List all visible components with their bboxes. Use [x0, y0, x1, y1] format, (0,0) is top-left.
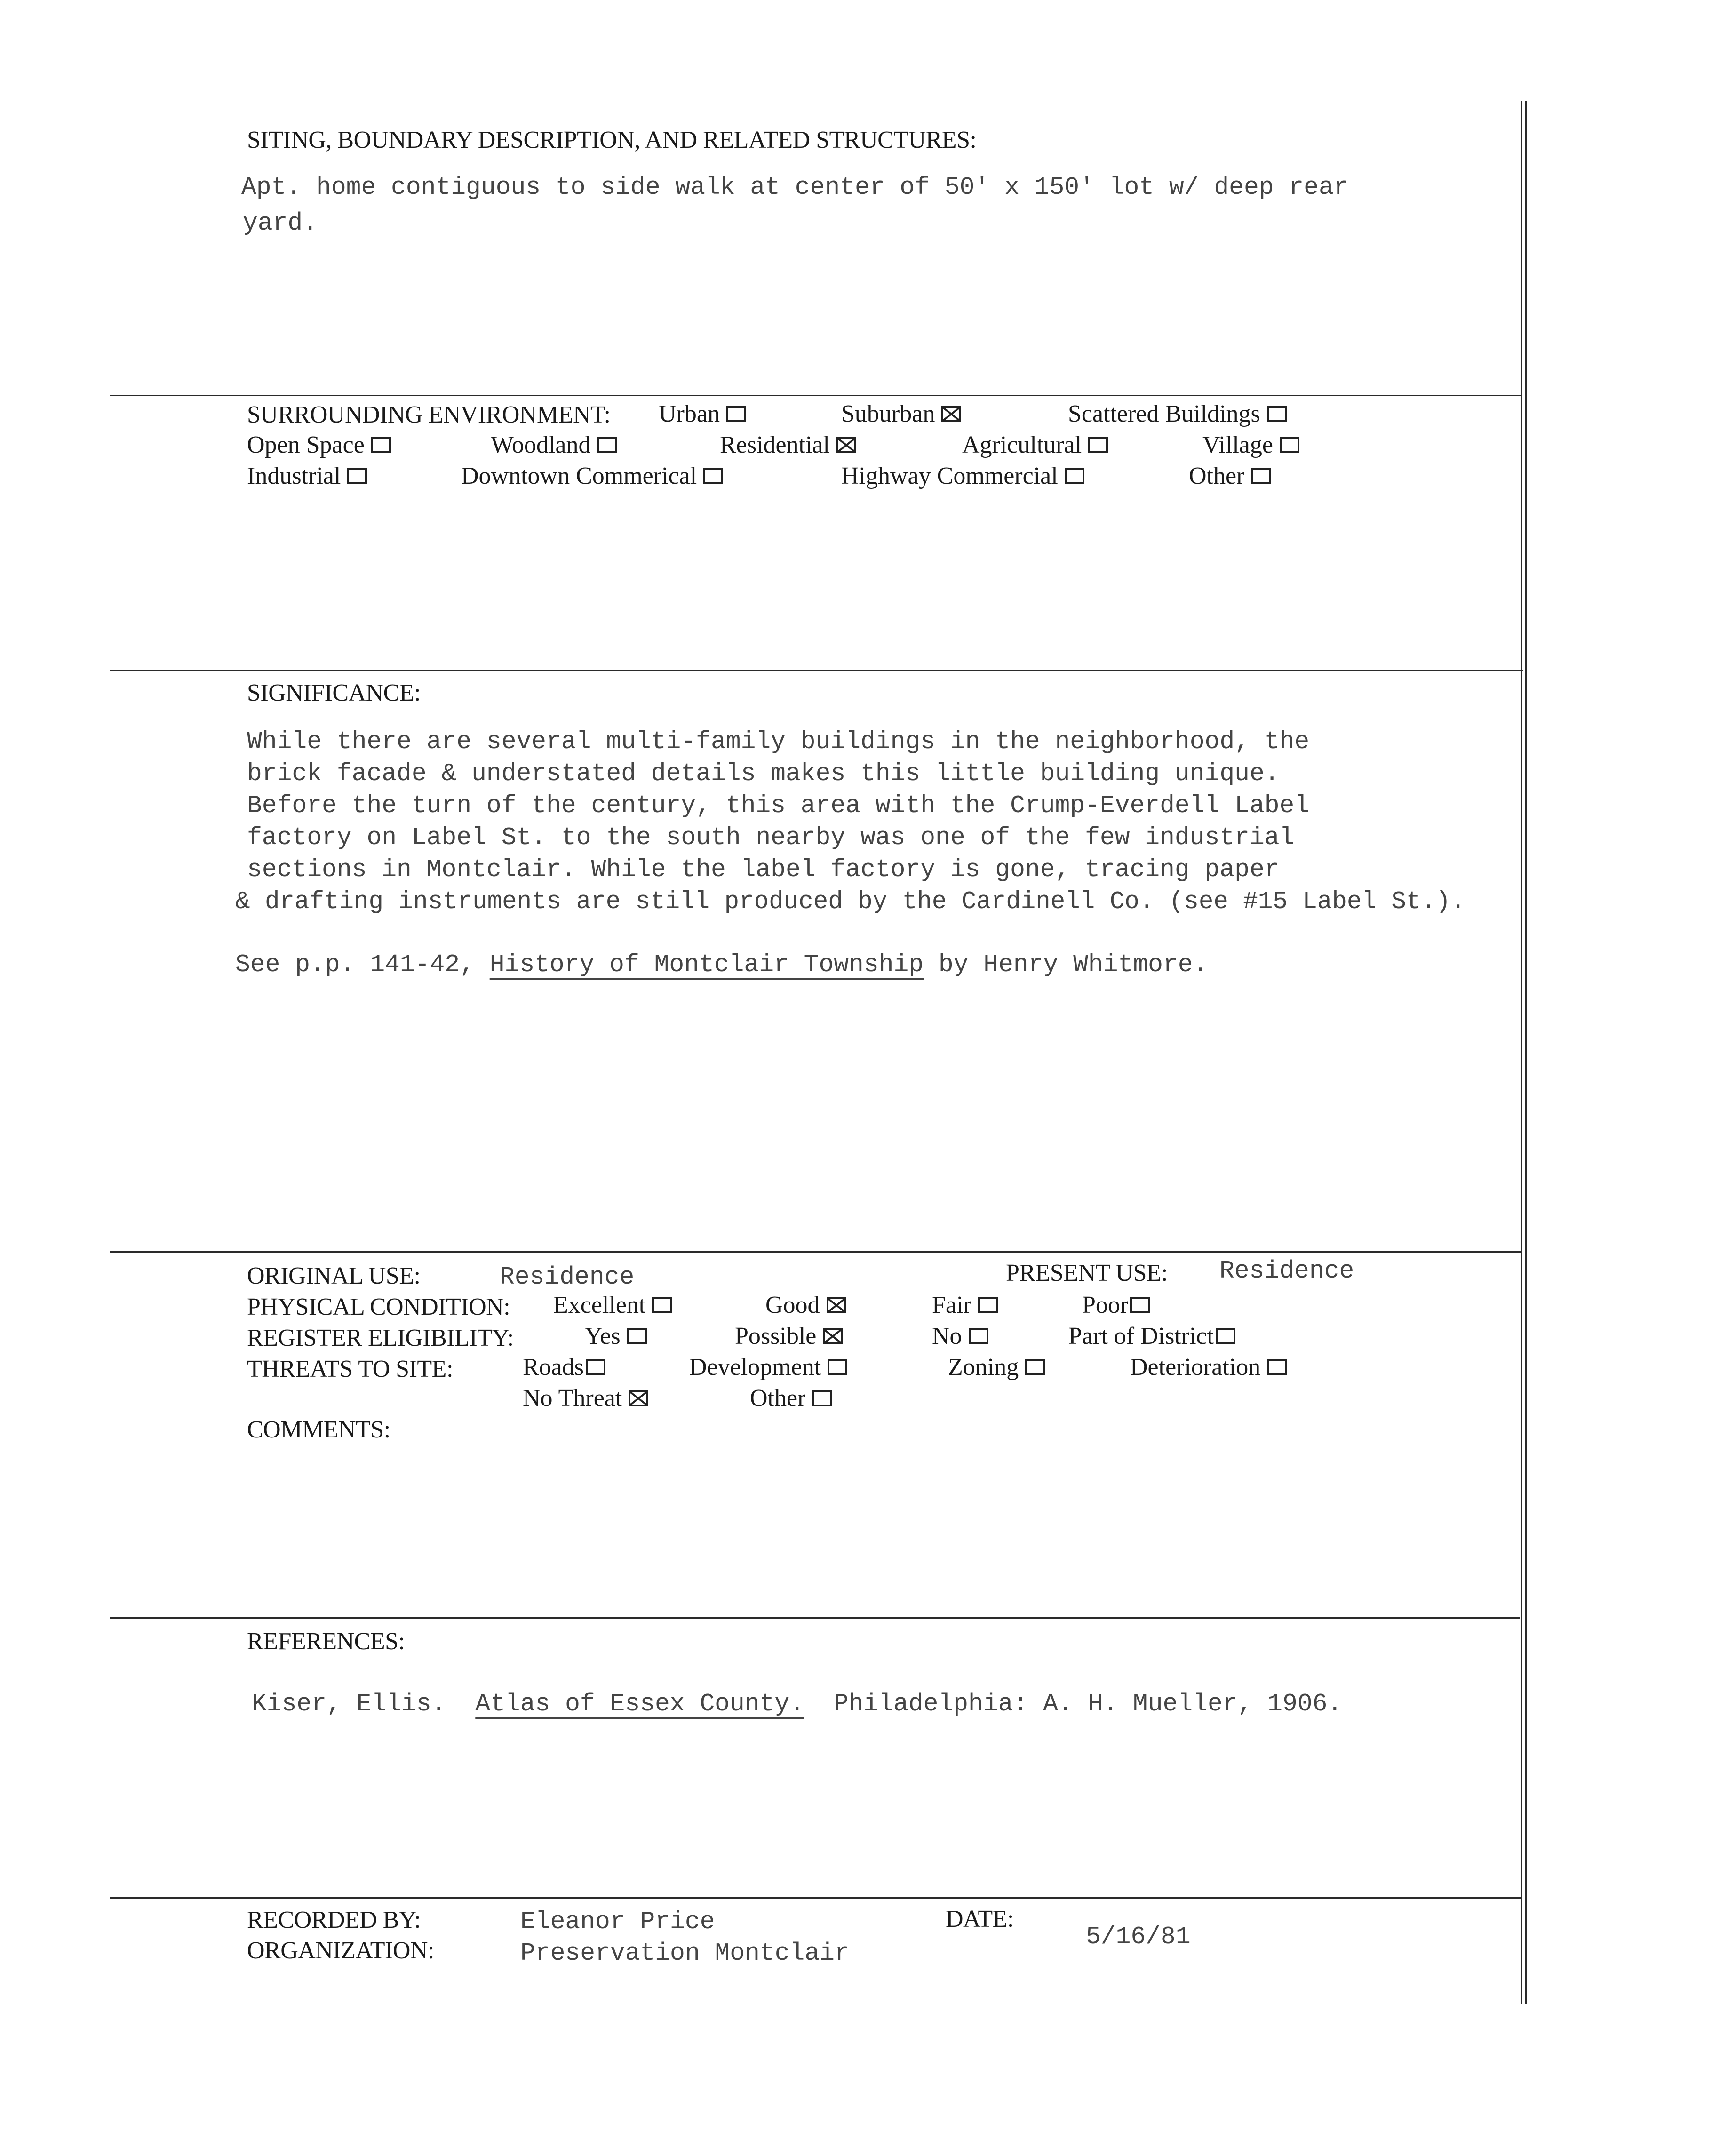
threat-option-deterioration[interactable] [1130, 1355, 1287, 1380]
significance-line: sections in Montclair. While the label factory is gone, tracing paper [247, 855, 1280, 884]
checkbox-checked[interactable] [823, 1328, 843, 1344]
threat-option-roads[interactable] [523, 1355, 605, 1380]
condition-option-poor[interactable] [1082, 1293, 1150, 1318]
checkbox-checked[interactable] [827, 1297, 846, 1313]
checkbox-checked[interactable] [941, 406, 961, 422]
siting-heading: SITING, BOUNDARY DESCRIPTION, AND RELATED STRUCTURES: [247, 127, 977, 153]
checkbox[interactable] [371, 437, 391, 453]
significance-line: factory on Label St. to the south nearby was one of the few industrial [247, 823, 1295, 852]
section-divider [110, 1251, 1521, 1253]
section-divider [110, 395, 1521, 396]
condition-option-fair[interactable] [932, 1293, 998, 1318]
significance-line: While there are several multi-family buildings in the neighborhood, the [247, 727, 1310, 756]
condition-option-excellent[interactable] [553, 1293, 672, 1318]
siting-line-2: yard. [243, 209, 318, 237]
checkbox[interactable] [1280, 437, 1299, 453]
section-divider [110, 1617, 1520, 1619]
option-label: Woodland [491, 431, 591, 458]
see-also-title: History of Montclair Township [489, 950, 924, 979]
references-heading: REFERENCES: [247, 1628, 405, 1655]
eligibility-option-yes[interactable] [585, 1324, 647, 1349]
option-label: Other [750, 1385, 806, 1412]
checkbox[interactable] [652, 1297, 672, 1313]
see-also-prefix: See p.p. 141-42, [235, 950, 475, 979]
present-use-label: PRESENT USE: [1006, 1260, 1168, 1286]
significance-line: brick facade & understated details makes this little building unique. [247, 759, 1280, 788]
option-label: Part of District [1068, 1323, 1214, 1349]
siting-line-1: Apt. home contiguous to side walk at center of 50' x 150' lot w/ deep rear [241, 173, 1349, 201]
threat-option-other[interactable] [750, 1386, 832, 1411]
comments-label: COMMENTS: [247, 1416, 390, 1443]
environment-heading: SURROUNDING ENVIRONMENT: [247, 401, 611, 428]
option-label: Urban [659, 400, 720, 427]
organization-value: Preservation Montclair [520, 1939, 850, 1967]
env-option-urban[interactable] [659, 402, 746, 426]
right-border-rule-inner [1525, 101, 1527, 2004]
reference-entry [252, 1692, 1342, 1717]
threat-option-zoning[interactable] [948, 1355, 1045, 1380]
see-also-suffix: by Henry Whitmore. [938, 950, 1208, 979]
env-option-highway-commercial[interactable] [841, 464, 1084, 488]
option-label: Development [689, 1354, 821, 1381]
option-label: No [932, 1323, 962, 1349]
checkbox[interactable] [1251, 468, 1271, 484]
checkbox[interactable] [703, 468, 723, 484]
option-label: Good [765, 1292, 820, 1318]
checkbox[interactable] [828, 1359, 847, 1375]
env-option-agricultural[interactable] [962, 433, 1108, 457]
checkbox[interactable] [812, 1390, 832, 1406]
checkbox[interactable] [1025, 1359, 1045, 1375]
checkbox[interactable] [969, 1328, 988, 1344]
option-label: Highway Commercial [841, 463, 1058, 489]
date-value: 5/16/81 [1086, 1923, 1191, 1951]
checkbox[interactable] [726, 406, 746, 422]
checkbox[interactable] [1130, 1297, 1150, 1313]
checkbox[interactable] [627, 1328, 647, 1344]
option-label: Poor [1082, 1292, 1129, 1318]
condition-option-good[interactable] [765, 1293, 846, 1318]
env-option-other[interactable] [1189, 464, 1271, 488]
eligibility-option-possible[interactable] [735, 1324, 843, 1349]
threat-option-development[interactable] [689, 1355, 847, 1380]
checkbox[interactable] [1065, 468, 1084, 484]
option-label: Suburban [841, 400, 935, 427]
env-option-suburban[interactable] [841, 402, 961, 426]
checkbox[interactable] [347, 468, 367, 484]
option-label: Excellent [553, 1292, 646, 1318]
significance-line: & drafting instruments are still produced by the Cardinell Co. (see #15 Label St.). [235, 887, 1465, 916]
option-label: Residential [720, 431, 830, 458]
threats-label: THREATS TO SITE: [247, 1356, 453, 1382]
env-option-woodland[interactable] [491, 433, 617, 457]
checkbox[interactable] [1088, 437, 1108, 453]
original-use-value: Residence [500, 1263, 635, 1291]
significance-heading: SIGNIFICANCE: [247, 679, 421, 706]
checkbox-checked[interactable] [836, 437, 856, 453]
option-label: Possible [735, 1323, 817, 1349]
eligibility-option-no[interactable] [932, 1324, 988, 1349]
register-eligibility-label: REGISTER ELIGIBILITY: [247, 1325, 514, 1351]
option-label: Deterioration [1130, 1354, 1261, 1381]
present-use-value: Residence [1219, 1257, 1354, 1285]
recorded-by-label: RECORDED BY: [247, 1907, 421, 1933]
option-label: Village [1202, 431, 1273, 458]
right-border-rule [1521, 101, 1522, 2004]
option-label: Agricultural [962, 431, 1082, 458]
checkbox[interactable] [1267, 406, 1287, 422]
option-label: Scattered Buildings [1068, 400, 1260, 427]
original-use-label: ORIGINAL USE: [247, 1262, 421, 1289]
env-option-residential[interactable] [720, 433, 856, 457]
option-label: Fair [932, 1292, 971, 1318]
option-label: Zoning [948, 1354, 1019, 1381]
reference-author: Kiser, Ellis. [252, 1690, 446, 1718]
option-label: Other [1189, 463, 1245, 489]
checkbox-checked[interactable] [629, 1390, 648, 1406]
reference-publisher: Philadelphia: A. H. Mueller, 1906. [833, 1690, 1343, 1718]
env-option-downtown-commercial[interactable] [461, 464, 723, 488]
reference-title: Atlas of Essex County. [475, 1690, 804, 1718]
option-label: Open Space [247, 431, 365, 458]
checkbox[interactable] [1216, 1328, 1235, 1344]
recorded-by-value: Eleanor Price [520, 1908, 715, 1936]
threat-option-no-threat[interactable] [523, 1386, 648, 1411]
env-option-open-space[interactable] [247, 433, 391, 457]
organization-label: ORGANIZATION: [247, 1937, 434, 1964]
env-option-industrial[interactable] [247, 464, 367, 488]
physical-condition-label: PHYSICAL CONDITION: [247, 1294, 510, 1320]
option-label: Roads [523, 1354, 584, 1381]
date-label: DATE: [946, 1906, 1014, 1932]
eligibility-option-part-of-district[interactable] [1068, 1324, 1235, 1349]
significance-see-also [235, 952, 1208, 977]
option-label: Yes [585, 1323, 621, 1349]
section-divider [110, 1897, 1521, 1899]
env-option-scattered-buildings[interactable] [1068, 402, 1287, 426]
section-divider [110, 670, 1523, 671]
checkbox[interactable] [597, 437, 617, 453]
significance-line: Before the turn of the century, this area with the Crump-Everdell Label [247, 791, 1310, 820]
env-option-village[interactable] [1202, 433, 1299, 457]
option-label: Downtown Commerical [461, 463, 697, 489]
option-label: Industrial [247, 463, 341, 489]
checkbox[interactable] [586, 1359, 605, 1375]
checkbox[interactable] [978, 1297, 998, 1313]
option-label: No Threat [523, 1385, 622, 1412]
checkbox[interactable] [1267, 1359, 1287, 1375]
